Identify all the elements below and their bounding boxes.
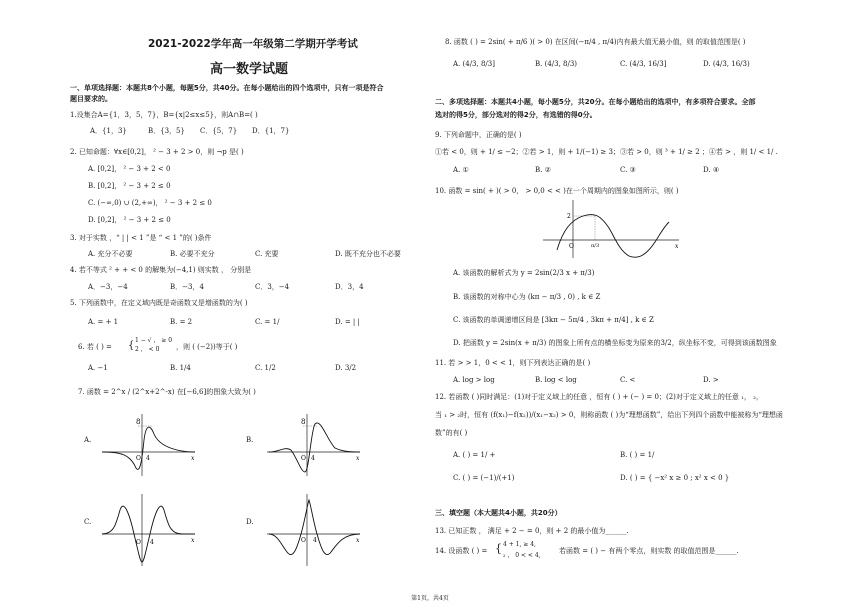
q6-option-a[interactable]: A. −1 [88,364,108,372]
q3-option-c[interactable]: C. 充要 [255,250,279,258]
q6-stem-prefix: 6. 若 ( ) = [78,343,112,351]
q7-option-d[interactable]: D. [246,518,254,526]
section1-heading: 一、单项选择题：本题共8个小题，每题5分，共40分。在每小题给出的四个选项中，只有一项是符合 [70,84,384,92]
q4-option-b[interactable]: B．−3，4 [170,283,204,291]
q9-option-c[interactable]: C. ③ [620,166,636,174]
q2-option-d[interactable]: D. [0,2]， ² − 3 + 2 ≤ 0 [88,216,171,224]
q6-piece-1: 1 − √ ， ≥ 0 [135,337,173,344]
q6-option-b[interactable]: B. 1/4 [170,364,191,372]
q7-option-c[interactable]: C. [84,518,92,526]
q9-option-a[interactable]: A. ① [453,166,469,174]
q7-graph-c[interactable] [100,490,200,570]
q2-option-b[interactable]: B. [0,2]， ² − 3 + 2 ≤ 0 [88,182,171,190]
q10-option-d[interactable]: D. 把函数 y = 2sin(x + π/3) 的图象上所有点的横坐标变为原来的3/2，纵坐标不变，可得到该函数图象 [453,339,777,347]
q7-graph-d[interactable] [265,490,365,570]
q4-option-d[interactable]: D．3，4 [335,283,364,291]
q14-piece-2: ₂ ， 0 < < 4, [503,552,541,559]
q1-option-c[interactable]: C．{5，7} [200,127,238,135]
q7-b-y-label: 8 [301,418,306,426]
q5-option-b[interactable]: B. = 2 [170,318,193,326]
q4-stem: 4. 若不等式 ² + + < 0 的解集为(−4,1) 则实数 ， 分别是 [70,266,252,274]
q10-y-tick: 2 [567,213,571,220]
q7-b-tick: 4 [311,455,315,462]
q9-statements: ①若 < 0，则 + 1/ ≤ −2；②若 > 1，则 + 1/(−1) ≥ 3；③若 > 0，则 ³ + 1/ ≥ 2 ；④若 > ，则 1/ < 1/ . [435,148,778,156]
q10-origin: O [569,243,574,250]
q14-stem-prefix: 14. 设函数 ( ) = [435,547,488,555]
q7-a-x-label: x [191,455,195,462]
q7-b-origin: O [301,455,306,462]
q7-graph-a[interactable] [100,410,200,480]
q8-option-b[interactable]: B. (4/3, 8/3) [535,60,578,68]
q10-option-a[interactable]: A. 该函数的解析式为 y = 2sin(2/3 x + π/3) [453,269,595,277]
q1-option-a[interactable]: A．{1，3} [90,127,127,135]
q8-option-d[interactable]: D. (4/3, 16/3) [703,60,750,68]
q8-stem: 8. 函数 ( ) = 2sin( + π/6 )( > 0) 在区间(−π/4 , π/4)内有最大值无最小值，则 的取值范围是( ) [445,38,746,46]
q10-sine-graph [543,198,683,260]
q11-option-a[interactable]: A. log > log [453,376,495,384]
q4-option-c[interactable]: C．3，−4 [255,283,290,291]
q7-c-origin: O [136,539,141,546]
q6-option-c[interactable]: C. 1/2 [255,364,276,372]
q3-option-d[interactable]: D. 既不充分也不必要 [335,250,401,258]
q9-stem: 9. 下列命题中，正确的是( ) [435,131,522,139]
q12-option-b[interactable]: B. ( ) = 1/ [620,451,655,459]
q11-option-c[interactable]: C. < [620,376,636,384]
q7-option-a[interactable]: A. [84,436,92,444]
page-footer: 第1页，共4页 [411,595,449,602]
q7-d-x-label: x [356,537,360,544]
q12-line3: 数”的有( ) [435,429,468,437]
q7-stem: 7. 函数 = 2^x / (2^x+2^-x) 在[−6,6]的图象大致为( ) [78,388,256,396]
q7-d-origin: O [301,537,306,544]
q8-option-a[interactable]: A. (4/3, 8/3] [453,60,495,68]
section3-heading: 三、填空题（本大题共4小题，共20分） [435,509,562,517]
q12-option-d[interactable]: D. ( ) = { −x² x ≥ 0 ; x² x < 0 } [620,474,730,482]
q7-a-origin: O [136,455,141,462]
q2-option-c[interactable]: C. (−∞,0) ∪ (2,+∞)， ² − 3 + 2 ≤ 0 [88,199,212,207]
q5-option-a[interactable]: A. = + 1 [88,318,119,326]
q7-option-b[interactable]: B. [246,436,254,444]
q11-stem: 11. 若 > > 1，0 < < 1，则下列表达正确的是( ) [435,359,591,367]
q7-b-x-label: x [356,455,360,462]
q13-stem: 13. 已知正数 ， 满足 + 2 − = 0，则 + 2 的最小值为______. [435,527,629,535]
q6-piece-2: 2 ， < 0 [135,346,160,353]
q1-option-b[interactable]: B．{3，5} [148,127,185,135]
q6-brace: { [128,340,135,351]
q10-option-c[interactable]: C. 该函数的单调递增区间是 [3kπ − 5π/4 , 3kπ + π/4] , k ∈ Z [453,316,654,324]
q7-a-tick: 4 [146,455,150,462]
q12-line1: 12. 若函数 ( )同时满足：(1)对于定义域上的任意 ，恒有 ( ) + (− ) = 0；(2)对于定义域上的任意 ₁， ₂， [435,393,763,401]
q7-c-tick: 4 [150,539,154,546]
q10-option-b[interactable]: B. 该函数的对称中心为 (kπ − π/3 , 0) , k ∈ Z [453,293,601,301]
q3-option-b[interactable]: B. 必要不充分 [170,250,215,258]
exam-title: 2021-2022学年高一年级第二学期开学考试 [148,38,358,50]
q7-a-y-label: 8 [136,418,141,426]
q10-x-label: x [675,243,679,250]
q9-option-d[interactable]: D. ④ [703,166,720,174]
q1-stem: 1.设集合A={1，3，5，7}，B={x|2≤x≤5}，则A∩B=( ) [70,111,258,119]
section1-heading-line2: 题目要求的。 [70,95,112,103]
q10-x-tick1: π/3 [591,243,600,249]
q5-stem: 5. 下列函数中，在定义域内既是奇函数又是增函数的为( ) [70,299,248,307]
q5-option-d[interactable]: D. = | | [335,318,360,326]
q14-stem-suffix: 若函数 = ( ) − 有两个零点，则实数 的取值范围是______. [559,547,739,555]
q2-option-a[interactable]: A. [0,2]， ² − 3 + 2 < 0 [88,165,171,173]
q4-option-a[interactable]: A．−3，−4 [88,283,128,291]
section2-heading: 二、多项选择题：本题共4小题，每小题5分，共20分。在每小题给出的选项中，有多项符合要求。全部 [435,98,756,106]
q3-stem: 3. 对于实数 ，“ | | < 1 ”是 “ < 1 ”的( )条件 [70,234,212,242]
q6-stem-suffix: ，则 ( (−2))等于( ) [176,343,238,351]
q7-c-x-label: x [191,537,195,544]
q12-option-c[interactable]: C. ( ) = (−1)/(+1) [453,474,515,482]
q7-d-tick: 4 [313,537,317,544]
q8-option-c[interactable]: C. (4/3, 16/3] [620,60,667,68]
q10-stem: 10. 函数 = sin( + )( > 0， > 0,0 < < )在一个周期内的图象如图所示，则( ) [435,187,679,195]
q14-piece-1: 4 + 1, ≥ 4, [503,541,536,548]
q1-option-d[interactable]: D．{1，7} [252,127,290,135]
q12-option-a[interactable]: A. ( ) = 1/ + [453,451,496,459]
q7-graph-b[interactable] [265,410,365,480]
section2-heading-line2: 选对的得5分，部分选对的得2分，有选错的得0分。 [435,111,597,119]
q11-option-d[interactable]: D. > [703,376,719,384]
q11-option-b[interactable]: B. log < log [535,376,577,384]
exam-subtitle: 高一数学试题 [210,62,289,77]
q5-option-c[interactable]: C. = 1/ [255,318,280,326]
q6-option-d[interactable]: D. 3/2 [335,364,357,372]
q12-line2: 当 ₁ > ₂时，恒有 (f(x₁)−f(x₂))/(x₁−x₂) > 0，则称函数 ( )为“理想函数”，给出下列四个函数中能被称为“理想函 [435,411,783,419]
q2-stem: 2. 已知命题：∀x∈[0,2]， ² − 3 + 2 > 0，则 ¬p 是( ) [70,148,244,156]
q9-option-b[interactable]: B. ② [535,166,551,174]
q14-brace: { [495,542,502,555]
q3-option-a[interactable]: A. 充分不必要 [88,250,133,258]
